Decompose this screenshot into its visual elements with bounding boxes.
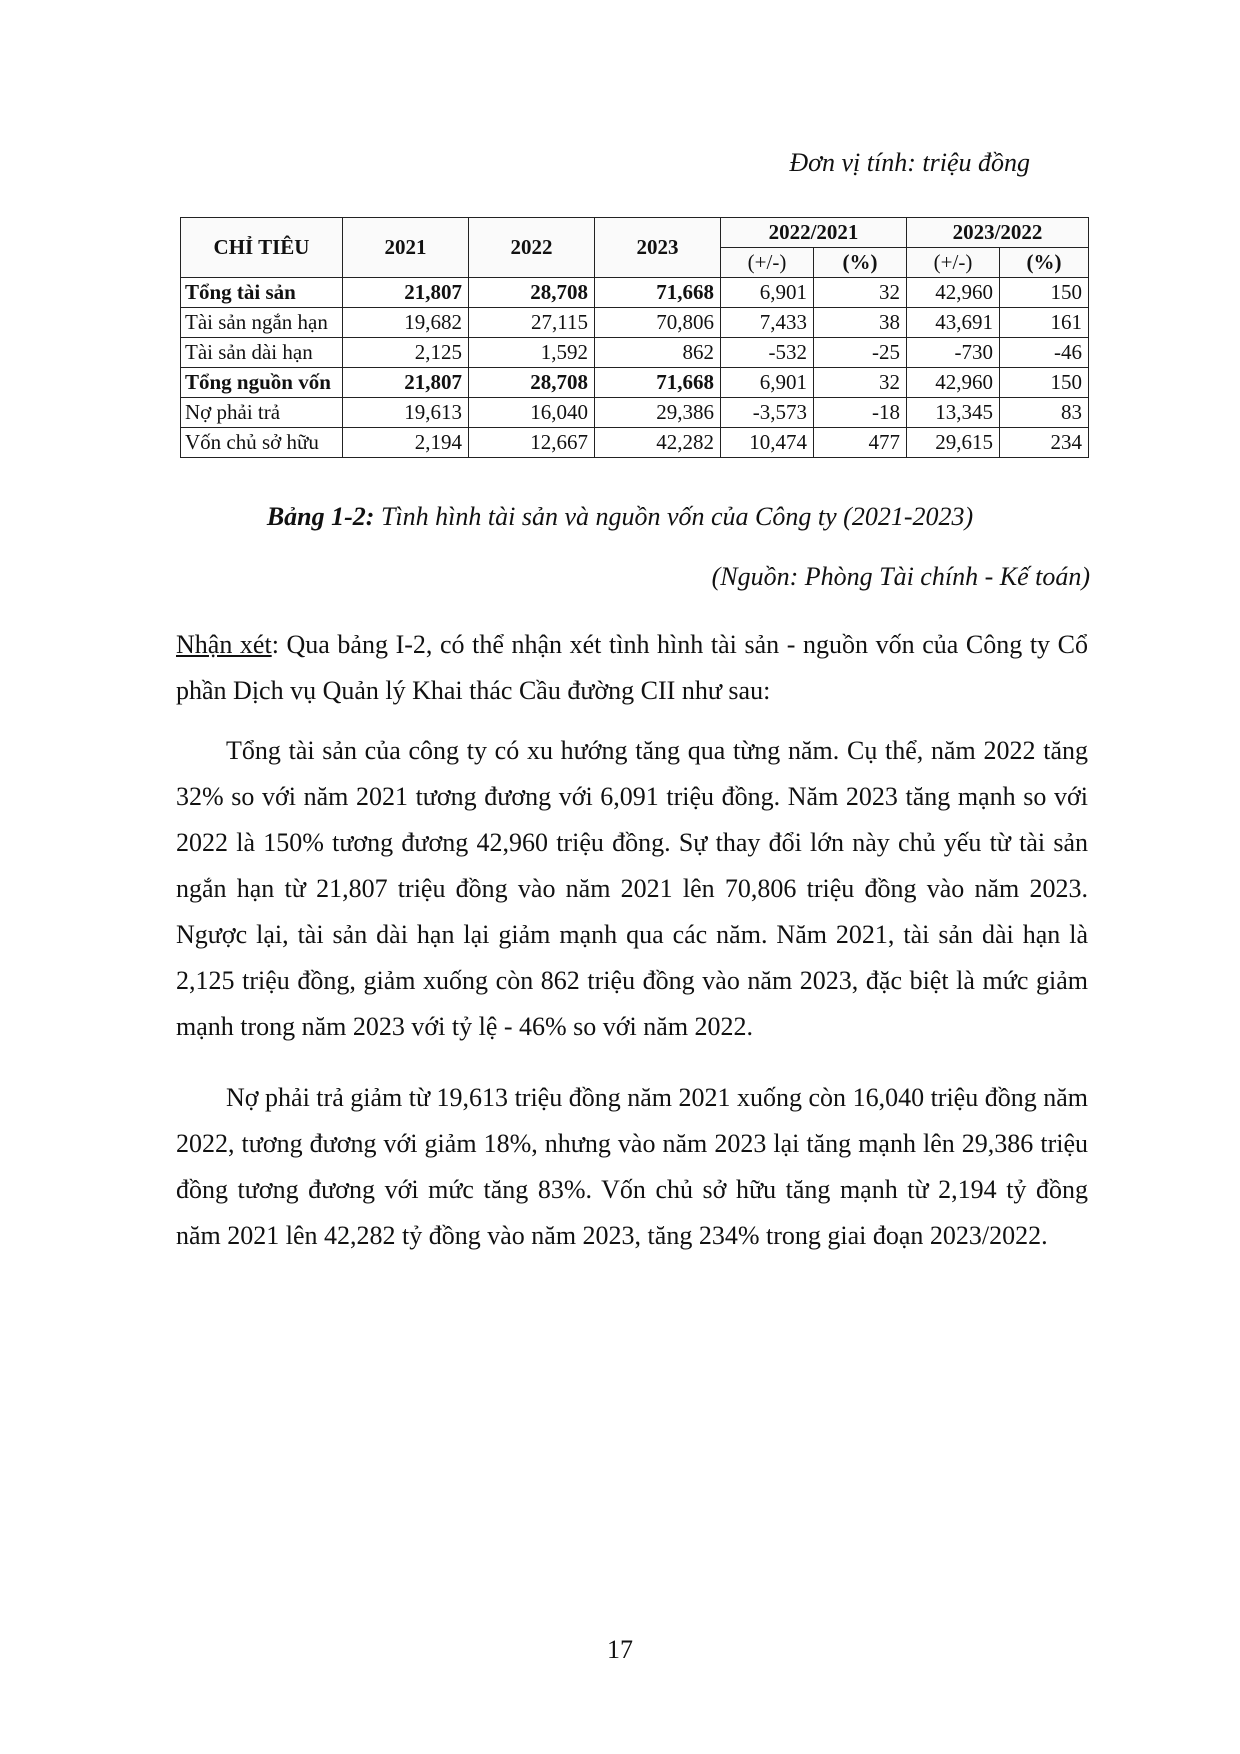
- table-cell: 7,433: [721, 308, 814, 338]
- table-cell: 6,901: [721, 368, 814, 398]
- row-label: Nợ phải trả: [181, 398, 343, 428]
- header-year-2023: 2023: [595, 218, 721, 278]
- row-label: Tổng tài sản: [181, 278, 343, 308]
- table-row: [181, 368, 1089, 398]
- table-cell: 477: [814, 428, 907, 458]
- table-caption: [0, 502, 1240, 532]
- header-year-2022: 2022: [469, 218, 595, 278]
- financial-table: [180, 217, 1089, 458]
- remark-paragraph: [176, 622, 1088, 714]
- table-row: [181, 398, 1089, 428]
- table-cell: -3,573: [721, 398, 814, 428]
- table-cell: 42,960: [907, 368, 1000, 398]
- table-cell: 70,806: [595, 308, 721, 338]
- table-cell: 862: [595, 338, 721, 368]
- table-row: [181, 338, 1089, 368]
- table-cell: -730: [907, 338, 1000, 368]
- table-body: [181, 278, 1089, 458]
- table-cell: 12,667: [469, 428, 595, 458]
- table-cell: 2,125: [343, 338, 469, 368]
- table-row: [181, 278, 1089, 308]
- unit-note: Đơn vị tính: triệu đồng: [789, 148, 1030, 177]
- row-label: Tài sản dài hạn: [181, 338, 343, 368]
- header-sub-percent: (%): [814, 248, 907, 278]
- table-cell: 234: [1000, 428, 1089, 458]
- table-cell: 150: [1000, 368, 1089, 398]
- table-row: [181, 308, 1089, 338]
- row-label: Tổng nguồn vốn: [181, 368, 343, 398]
- table-cell: -46: [1000, 338, 1089, 368]
- table-source: (Nguồn: Phòng Tài chính - Kế toán): [711, 562, 1090, 591]
- table-cell: 29,615: [907, 428, 1000, 458]
- table-cell: 28,708: [469, 278, 595, 308]
- table-cell: 10,474: [721, 428, 814, 458]
- header-sub-change: (+/-): [907, 248, 1000, 278]
- header-indicator: CHỈ TIÊU: [181, 218, 343, 278]
- table-cell: 71,668: [595, 278, 721, 308]
- header-group-2023-2022: 2023/2022: [907, 218, 1089, 248]
- table-cell: 71,668: [595, 368, 721, 398]
- table-cell: 29,386: [595, 398, 721, 428]
- table-cell: 16,040: [469, 398, 595, 428]
- table-cell: 42,960: [907, 278, 1000, 308]
- table-cell: 32: [814, 278, 907, 308]
- table-cell: -25: [814, 338, 907, 368]
- table-cell: 2,194: [343, 428, 469, 458]
- header-year-2021: 2021: [343, 218, 469, 278]
- remark-label: Nhận xét: [176, 630, 272, 659]
- table-cell: 43,691: [907, 308, 1000, 338]
- row-label: Tài sản ngắn hạn: [181, 308, 343, 338]
- caption-text: Tình hình tài sản và nguồn vốn của Công ty (2021-2023): [374, 502, 974, 531]
- caption-label: Bảng 1-2:: [266, 502, 375, 531]
- table-cell: 13,345: [907, 398, 1000, 428]
- table-cell: -18: [814, 398, 907, 428]
- table-cell: 38: [814, 308, 907, 338]
- table-cell: 21,807: [343, 368, 469, 398]
- header-group-2022-2021: 2022/2021: [721, 218, 907, 248]
- table-cell: 83: [1000, 398, 1089, 428]
- header-sub-change: (+/-): [721, 248, 814, 278]
- remark-text: : Qua bảng I-2, có thể nhận xét tình hình tài sản - nguồn vốn của Công ty Cổ phần Dịch vụ Quản lý Khai thác Cầu đường CII như sau:: [176, 630, 1088, 705]
- table-cell: 19,613: [343, 398, 469, 428]
- table-cell: 21,807: [343, 278, 469, 308]
- page-number: 17: [607, 1635, 633, 1664]
- analysis-paragraph-2: Nợ phải trả giảm từ 19,613 triệu đồng năm 2021 xuống còn 16,040 triệu đồng năm 2022, tương đương với giảm 18%, nhưng vào năm 2023 lại tăng mạnh lên 29,386 triệu đồng tương đương với mức tăng 83%. Vốn chủ sở hữu tăng mạnh từ 2,194 tỷ đồng năm 2021 lên 42,282 tỷ đồng vào năm 2023, tăng 234% trong giai đoạn 2023/2022.: [176, 1083, 1088, 1250]
- header-sub-percent: (%): [1000, 248, 1089, 278]
- table-cell: 32: [814, 368, 907, 398]
- table-cell: 42,282: [595, 428, 721, 458]
- table-cell: 161: [1000, 308, 1089, 338]
- table-cell: 28,708: [469, 368, 595, 398]
- row-label: Vốn chủ sở hữu: [181, 428, 343, 458]
- table-cell: 19,682: [343, 308, 469, 338]
- table-cell: 1,592: [469, 338, 595, 368]
- table-row: [181, 428, 1089, 458]
- table-cell: 150: [1000, 278, 1089, 308]
- table-cell: 6,901: [721, 278, 814, 308]
- analysis-paragraph-1: Tổng tài sản của công ty có xu hướng tăng qua từng năm. Cụ thể, năm 2022 tăng 32% so với năm 2021 tương đương với 6,091 triệu đồng. Năm 2023 tăng mạnh so với 2022 là 150% tương đương 42,960 triệu đồng. Sự thay đổi lớn này chủ yếu từ tài sản ngắn hạn từ 21,807 triệu đồng vào năm 2021 lên 70,806 triệu đồng vào năm 2023. Ngược lại, tài sản dài hạn lại giảm mạnh qua các năm. Năm 2021, tài sản dài hạn là 2,125 triệu đồng, giảm xuống còn 862 triệu đồng vào năm 2023, đặc biệt là mức giảm mạnh trong năm 2023 với tỷ lệ - 46% so với năm 2022.: [176, 736, 1088, 1041]
- table-cell: 27,115: [469, 308, 595, 338]
- table-cell: -532: [721, 338, 814, 368]
